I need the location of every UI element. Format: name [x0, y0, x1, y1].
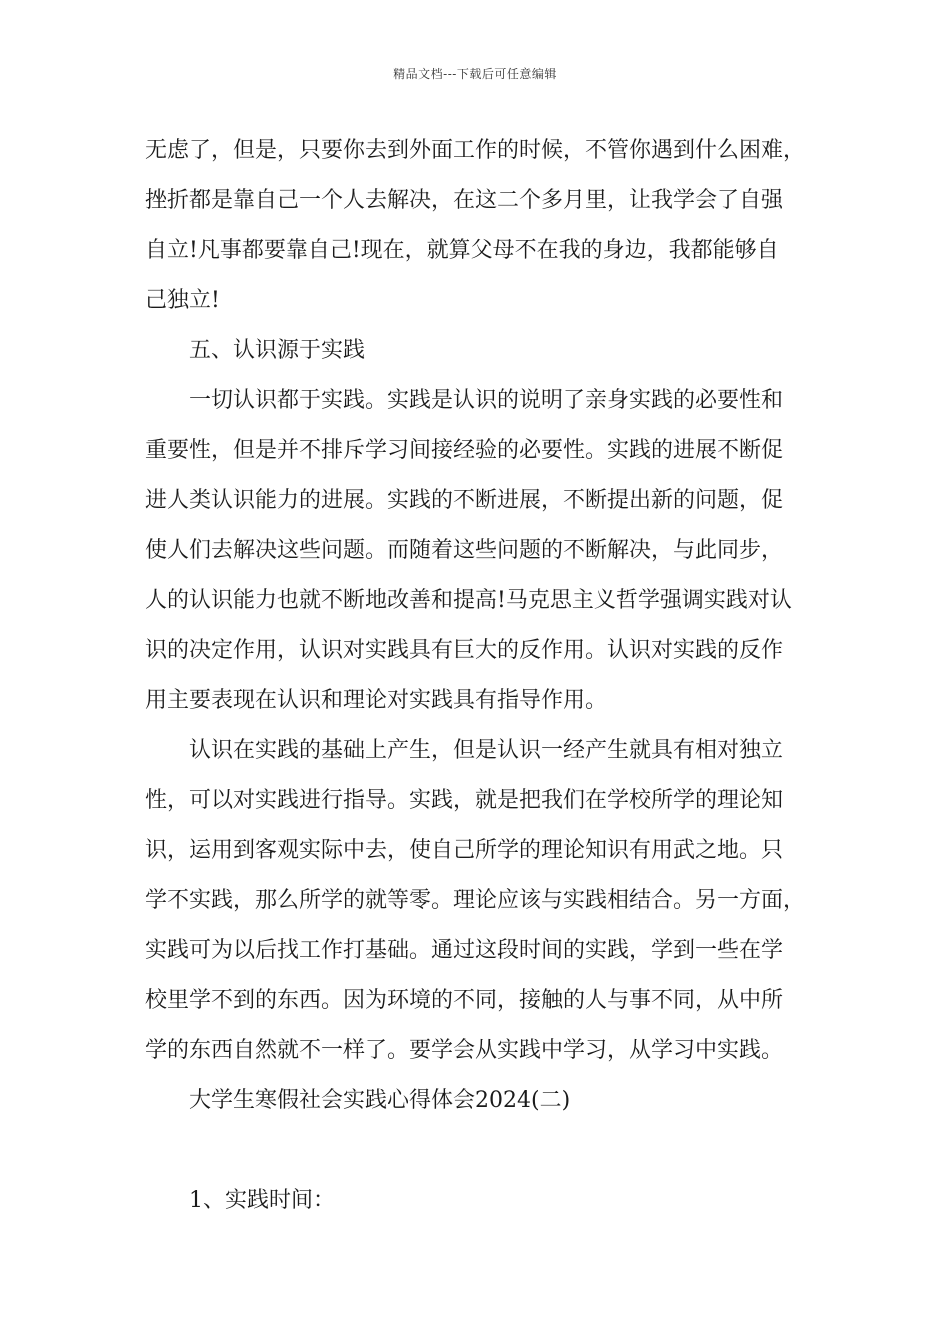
blank-line: [145, 1126, 835, 1176]
list-item: 1、实践时间：: [189, 1188, 335, 1213]
paragraph-line: 用主要表现在认识和理论对实践具有指导作用。: [145, 688, 608, 713]
paragraph-line: 校里学不到的东西。因为环境的不同，接触的人与事不同，从中所: [145, 988, 784, 1013]
paragraph-line: 认识在实践的基础上产生，但是认识一经产生就具有相对独立: [189, 738, 784, 763]
paragraph-line: 无虑了，但是，只要你去到外面工作的时候，不管你遇到什么困难，: [145, 138, 806, 163]
page-header: 精品文档---下载后可任意编辑: [393, 67, 557, 81]
body-text: [145, 126, 835, 1226]
paragraph-line: 人的认识能力也就不断地改善和提高!马克思主义哲学强调实践对认: [145, 588, 792, 613]
paragraph-line: 挫折都是靠自己一个人去解决，在这二个多月里，让我学会了自强: [145, 188, 784, 213]
paragraph-line: 学不实践，那么所学的就等零。理论应该与实践相结合。另一方面，: [145, 888, 806, 913]
paragraph-line: 性，可以对实践进行指导。实践，就是把我们在学校所学的理论知: [145, 788, 784, 813]
document-subtitle: 大学生寒假社会实践心得体会2024(二): [189, 1088, 571, 1113]
paragraph-line: 实践可为以后找工作打基础。通过这段时间的实践，学到一些在学: [145, 938, 784, 963]
paragraph-line: 自立!凡事都要靠自己!现在，就算父母不在我的身边，我都能够自: [145, 238, 779, 263]
paragraph-line: 识的决定作用，认识对实践具有巨大的反作用。认识对实践的反作: [145, 638, 784, 663]
paragraph-line: 重要性，但是并不排斥学习间接经验的必要性。实践的进展不断促: [145, 438, 784, 463]
paragraph-line: 使人们去解决这些问题。而随着这些问题的不断解决，与此同步，: [145, 538, 784, 563]
paragraph-line: 学的东西自然就不一样了。要学会从实践中学习，从学习中实践。: [145, 1038, 784, 1063]
paragraph-line: 己独立!: [145, 288, 220, 313]
paragraph-line: 一切认识都于实践。实践是认识的说明了亲身实践的必要性和: [189, 388, 784, 413]
paragraph-line: 识，运用到客观实际中去，使自己所学的理论知识有用武之地。只: [145, 838, 784, 863]
section-heading: 五、认识源于实践: [189, 338, 366, 363]
paragraph-line: 进人类认识能力的进展。实践的不断进展，不断提出新的问题，促: [145, 488, 784, 513]
